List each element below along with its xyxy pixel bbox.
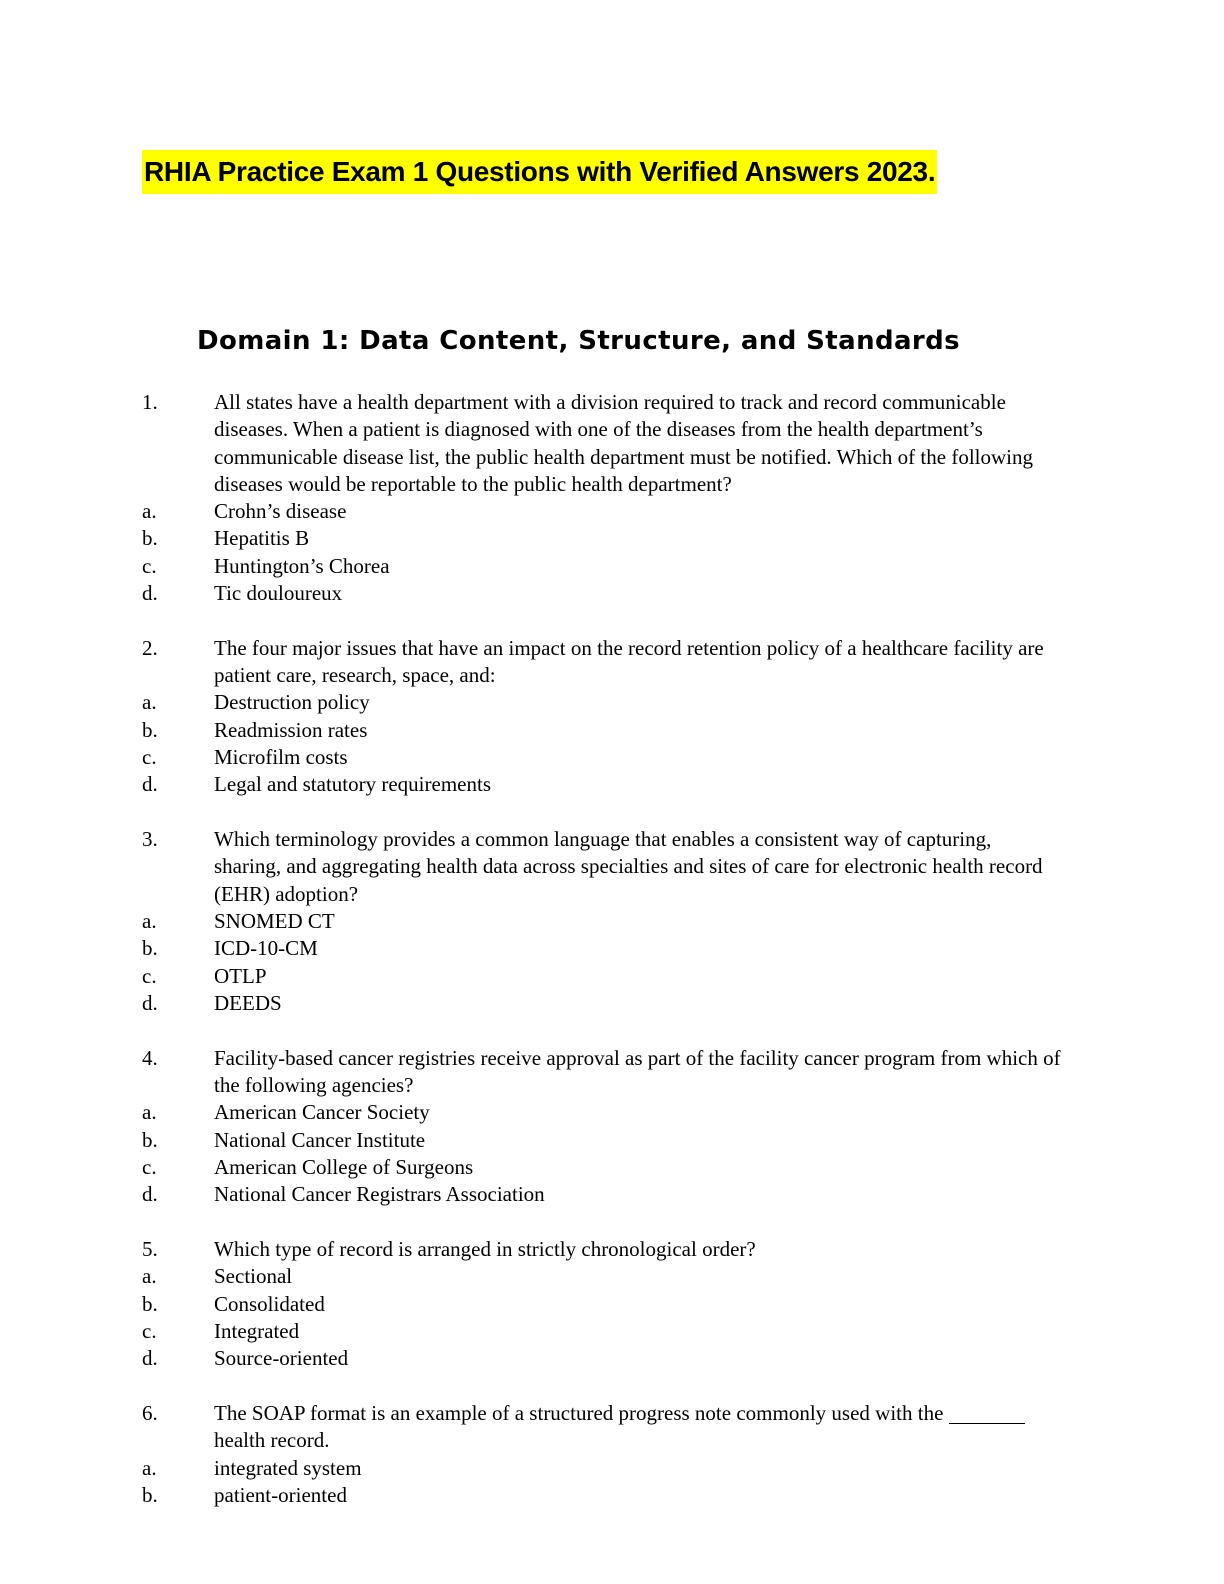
option-letter: d. [142,772,158,797]
question-number: 6. [142,1401,158,1425]
option-text: Readmission rates [214,717,368,742]
option-letter: b. [142,526,158,551]
option-text: Legal and statutory requirements [214,772,491,797]
question-stem [142,1045,1062,1100]
question-1 [142,389,1062,607]
option-letter: d. [142,1346,158,1371]
option-letter: c. [142,963,157,988]
answer-option [142,689,1062,716]
option-text: National Cancer Institute [214,1127,426,1152]
option-text: DEEDS [214,990,282,1015]
option-text: Hepatitis B [214,526,310,551]
answer-option [142,525,1062,552]
answer-option [142,1345,1062,1372]
answer-option [142,771,1062,798]
option-text: Consolidated [214,1291,325,1316]
question-text [214,1400,1062,1455]
option-text: Tic douloureux [214,581,343,606]
answer-option [142,908,1062,935]
answer-option [142,1318,1062,1345]
question-text: The four major issues that have an impact on the record retention policy of a healthcare facility are patient care, research, space, and: [214,635,1044,688]
document-title: RHIA Practice Exam 1 Questions with Verified Answers 2023. [142,150,937,194]
option-letter: a. [142,1100,157,1125]
answer-option [142,1181,1062,1208]
question-number: 4. [142,1045,158,1070]
question-3 [142,826,1062,1017]
question-text: Which terminology provides a common language that enables a consistent way of capturing, sharing, and aggregating health data across specialties and sites of care for electronic health record (EHR) adoption? [214,827,1043,906]
answer-option [142,963,1062,990]
option-text: American Cancer Society [214,1100,430,1125]
question-stem [142,635,1062,690]
question-number: 3. [142,827,158,852]
answer-option [142,1154,1062,1181]
question-text-after-blank: health record. [214,1428,330,1453]
option-letter: c. [142,1154,157,1179]
option-text: Sectional [214,1264,293,1289]
question-6 [142,1400,1062,1509]
question-5 [142,1236,1062,1372]
option-letter: d. [142,1182,158,1207]
option-letter: a. [142,1264,157,1289]
question-stem [142,1400,1062,1455]
option-letter: c. [142,745,157,770]
fill-in-blank [949,1401,1025,1424]
option-letter: d. [142,581,158,606]
option-letter: c. [142,1318,157,1343]
option-text: Source-oriented [214,1346,349,1371]
question-stem [142,389,1062,498]
question-stem [142,826,1062,908]
option-letter: a. [142,690,157,715]
question-2 [142,635,1062,799]
option-letter: a. [142,499,157,524]
option-text: integrated system [214,1455,362,1480]
answer-option [142,990,1062,1017]
question-list [142,389,1062,1537]
option-letter: a. [142,1455,157,1480]
domain-heading: Domain 1: Data Content, Structure, and Standards [197,326,961,356]
answer-option [142,1263,1062,1290]
option-text: Microfilm costs [214,745,348,770]
answer-option [142,1099,1062,1126]
answer-option [142,553,1062,580]
question-number: 5. [142,1237,158,1262]
option-text: Integrated [214,1318,300,1343]
answer-option [142,744,1062,771]
answer-option [142,1482,1062,1509]
question-stem [142,1236,1062,1263]
answer-option [142,1291,1062,1318]
option-text: OTLP [214,963,267,988]
option-text: Destruction policy [214,690,370,715]
option-letter: d. [142,990,158,1015]
option-letter: b. [142,1127,158,1152]
option-text: patient-oriented [214,1482,347,1507]
question-number: 2. [142,635,158,660]
question-number: 1. [142,390,158,414]
option-letter: b. [142,1482,158,1507]
answer-option [142,717,1062,744]
answer-option [142,1127,1062,1154]
question-text-before-blank: The SOAP format is an example of a structured progress note commonly used with the [214,1401,944,1425]
option-text: American College of Surgeons [214,1154,474,1179]
answer-option [142,935,1062,962]
answer-option [142,580,1062,607]
option-text: National Cancer Registrars Association [214,1182,545,1207]
answer-option [142,1455,1062,1482]
option-text: Huntington’s Chorea [214,553,390,578]
option-letter: c. [142,553,157,578]
answer-option [142,498,1062,525]
option-text: Crohn’s disease [214,499,347,524]
question-4 [142,1045,1062,1209]
question-text: All states have a health department with a division required to track and record communicable diseases. When a patient is diagnosed with one of the diseases from the health department’s communicable disease list, the public health department must be notified. Which of the following diseases would be reportable to the public health department? [214,390,1033,496]
question-text: Facility-based cancer registries receive approval as part of the facility cancer program from which of the following agencies? [214,1045,1061,1098]
question-text: Which type of record is arranged in strictly chronological order? [214,1237,756,1262]
option-letter: b. [142,936,158,961]
option-text: SNOMED CT [214,909,335,934]
option-letter: a. [142,909,157,934]
option-letter: b. [142,717,158,742]
option-text: ICD-10-CM [214,936,318,961]
option-letter: b. [142,1291,158,1316]
